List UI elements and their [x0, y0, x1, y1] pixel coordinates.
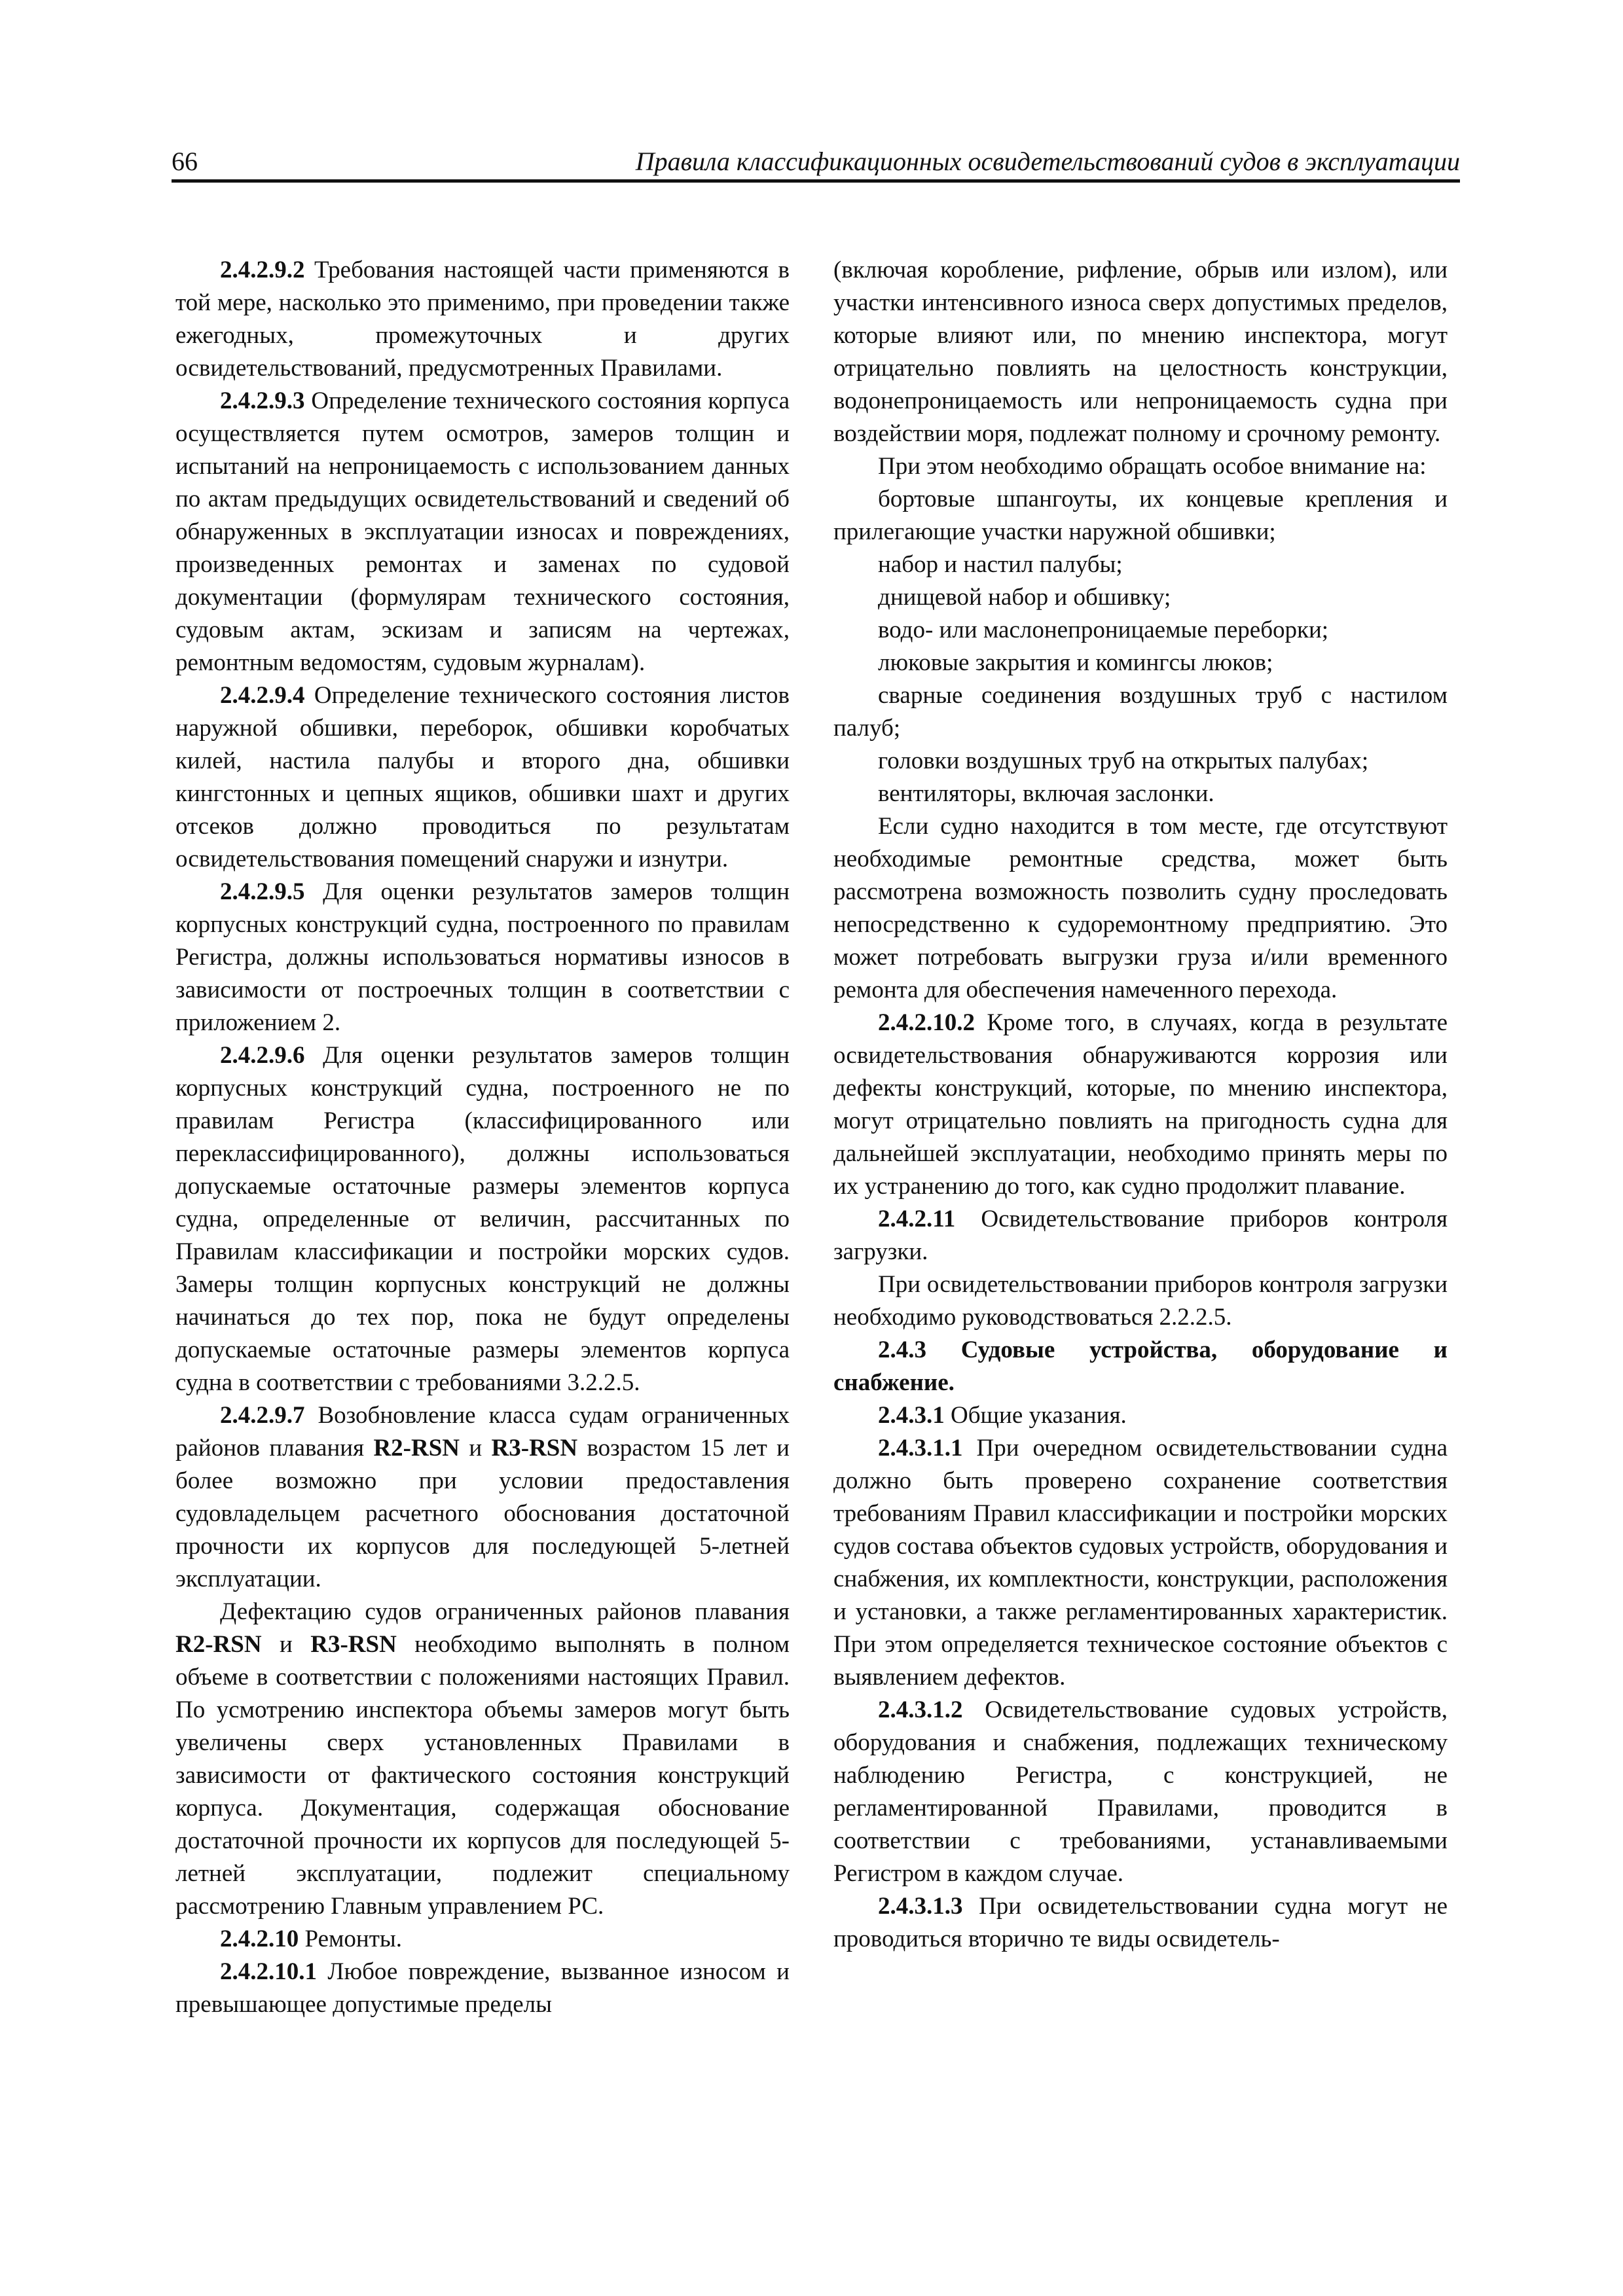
- paragraph-text: Для оценки результатов замеров толщин корпусных конструкций судна, построенного по правилам Регистра, должны использоваться нормативы износов в зависимости от построечных толщин в соответствии с приложением 2.: [175, 878, 790, 1036]
- paragraph-text: набор и настил палубы;: [878, 551, 1123, 578]
- paragraph-2-4-2-9-3: [175, 385, 790, 679]
- paragraph-text: возрастом 15 лет и более возможно при условии предоставления судовладельцем расчетного обоснования достаточной прочности их корпусов для последующей 5-летней эксплуатации.: [175, 1435, 790, 1592]
- clause-number: 2.4.2.9.3: [220, 387, 305, 414]
- clause-number: 2.4.2.10: [220, 1926, 299, 1952]
- paragraph-2-4-2-9-7: [175, 1399, 790, 1596]
- clause-number: 2.4.2.10.1: [220, 1958, 317, 1985]
- header-rule: [172, 179, 1460, 183]
- paragraph-defect-detection: [175, 1596, 790, 1923]
- paragraph-repair-facilities: [833, 810, 1448, 1007]
- paragraph-text: Если судно находится в том месте, где отсутствуют необходимые ремонтные средства, может быть рассмотрена возможность позволить судну проследовать непосредственно к судоремонтному предприятию. Это может потребовать выгрузки груза и/или временного ремонта для обеспечения намеченного перехода.: [833, 813, 1448, 1003]
- clause-number: 2.4.2.11: [878, 1206, 956, 1232]
- paragraph-text: При этом необходимо обращать особое внимание на:: [878, 453, 1427, 480]
- paragraph-text: При освидетельствовании приборов контроля загрузки необходимо руководствоваться 2.2.2.5.: [833, 1271, 1448, 1331]
- paragraph-text: Ремонты.: [299, 1926, 403, 1952]
- paragraph-text: вентиляторы, включая заслонки.: [878, 780, 1214, 807]
- list-item: [833, 614, 1448, 647]
- paragraph-text: сварные соединения воздушных труб с настилом палуб;: [833, 682, 1448, 742]
- clause-number: 2.4.2.9.2: [220, 257, 305, 283]
- list-item: [833, 679, 1448, 745]
- clause-number: 2.4.2.9.5: [220, 878, 305, 905]
- clause-number: 2.4.3.1.3: [878, 1893, 963, 1920]
- paragraph-2-4-2-9-2: [175, 254, 790, 385]
- paragraph-text: бортовые шпангоуты, их концевые крепления и прилегающие участки наружной обшивки;: [833, 486, 1448, 545]
- paragraph-text: При очередном освидетельствовании судна должно быть проверено сохранение соответствия требованиям Правил классификации и постройки морских судов состава объектов судовых устройств, оборудования и снабжения, их комплектности, конструкции, расположения и установки, а также регламентированных характеристик. При этом определяется техническое состояние объектов с выявлением дефектов.: [833, 1435, 1448, 1691]
- paragraph-text: водо- или маслонепроницаемые переборки;: [878, 617, 1329, 643]
- paragraph-2-4-2-9-4: [175, 679, 790, 876]
- area-code-r3: R3-RSN: [310, 1631, 397, 1658]
- clause-number: 2.4.2.9.6: [220, 1042, 305, 1069]
- clause-number: 2.4.2.10.2: [878, 1009, 975, 1036]
- page-header: [172, 145, 1460, 178]
- paragraph-text: необходимо выполнять в полном объеме в соответствии с положениями настоящих Правил. По усмотрению инспектора объемы замеров могут быть увеличены сверх установленных Правилами в зависимости от фактического состояния конструкций корпуса. Документация, содержащая обоснование достаточной прочности их корпусов для последующей 5-летней эксплуатации, подлежит специальному рассмотрению Главным управлением РС.: [175, 1631, 790, 1920]
- paragraph-text: При освидетельствовании судна могут не проводиться вторично те виды освидетель-: [833, 1893, 1448, 1952]
- right-column: [833, 254, 1448, 1956]
- list-item: [833, 483, 1448, 548]
- page-number: 66: [172, 147, 198, 176]
- area-code-r3: R3-RSN: [491, 1435, 578, 1462]
- paragraph-text: и: [261, 1631, 311, 1658]
- paragraph-text: Определение технического состояния корпуса осуществляется путем осмотров, замеров толщин и испытаний на непроницаемость с использованием данных по актам предыдущих освидетельствований и сведений об обнаруженных в эксплуатации износах и повреждениях, произведенных ремонтах и заменах по судовой документации (формулярам технического состояния, судовым актам, эскизам и записям на чертежах, ремонтным ведомостям, судовым журналам).: [175, 387, 790, 676]
- area-code-r2: R2-RSN: [373, 1435, 460, 1462]
- clause-number: 2.4.2.9.4: [220, 682, 305, 709]
- area-code-r2: R2-RSN: [175, 1631, 262, 1658]
- paragraph-text: Определение технического состояния листов наружной обшивки, переборок, обшивки коробчатых килей, настила палубы и второго дна, обшивки кингстонных и цепных ящиков, обшивки шахт и других отсеков должно проводиться по результатам освидетельствования помещений снаружи и изнутри.: [175, 682, 790, 872]
- paragraph-text: Возобновление класса судам ограниченных районов плавания: [175, 1402, 790, 1462]
- paragraph-text: Любое повреждение, вызванное износом и превышающее допустимые пределы: [175, 1958, 790, 2018]
- clause-number: 2.4.3.1: [878, 1402, 945, 1429]
- paragraph-text: и: [460, 1435, 492, 1462]
- paragraph-text: Требования настоящей части применяются в той мере, насколько это применимо, при проведении также ежегодных, промежуточных и других освидетельствований, предусмотренных Правилами.: [175, 257, 790, 382]
- paragraph-2-4-2-9-6: [175, 1039, 790, 1399]
- paragraph-2-4-3-1-1: [833, 1432, 1448, 1694]
- paragraph-text: Освидетельствование судовых устройств, оборудования и снабжения, подлежащих техническому наблюдению Регистра, с конструкцией, не регламентированной Правилами, проводится в соответствии с требованиями, устанавливаемыми Регистром в каждом случае.: [833, 1696, 1448, 1887]
- list-item: [833, 581, 1448, 614]
- paragraph-2-4-2-11: [833, 1203, 1448, 1268]
- paragraph-text: днищевой набор и обшивку;: [878, 584, 1171, 611]
- paragraph-2-4-3-1: [833, 1399, 1448, 1432]
- paragraph-2-4-2-10-1: [175, 1956, 790, 2021]
- paragraph-attention-intro: [833, 450, 1448, 483]
- list-item: [833, 647, 1448, 679]
- paragraph-2-4-2-10-2: [833, 1007, 1448, 1203]
- paragraph-text: Дефектацию судов ограниченных районов плавания: [220, 1598, 790, 1625]
- running-title: Правила классификационных освидетельствований судов в эксплуатации: [635, 147, 1460, 176]
- list-item: [833, 745, 1448, 778]
- list-item: [833, 548, 1448, 581]
- paragraph-text: люковые закрытия и комингсы люков;: [878, 649, 1273, 676]
- clause-number: 2.4.3.1.1: [878, 1435, 963, 1462]
- paragraph-text: Освидетельствование приборов контроля загрузки.: [833, 1206, 1448, 1265]
- paragraph-text: (включая коробление, рифление, обрыв или излом), или участки интенсивного износа сверх допустимых пределов, которые влияют или, по мнению инспектора, могут отрицательно повлиять на целостность конструкции, водонепроницаемость или непроницаемость судна при воздействии моря, подлежат полному и срочному ремонту.: [833, 257, 1448, 447]
- paragraph-text: Общие указания.: [944, 1402, 1127, 1429]
- section-heading-2-4-3: [833, 1334, 1448, 1399]
- paragraph-text: Для оценки результатов замеров толщин корпусных конструкций судна, построенного не по правилам Регистра (классифицированного или переклассифицированного), должны использоваться допускаемые остаточные размеры элементов корпуса судна, определенные от величин, рассчитанных по Правилам классификации и постройки морских судов. Замеры толщин корпусных конструкций не должны начинаться до тех пор, пока не будут определены допускаемые остаточные размеры элементов корпуса судна в соответствии с требованиями 3.2.2.5.: [175, 1042, 790, 1396]
- heading-text: 2.4.3 Судовые устройства, оборудование и снабжение.: [833, 1336, 1448, 1396]
- paragraph-2-4-3-1-3: [833, 1890, 1448, 1956]
- clause-number: 2.4.2.9.7: [220, 1402, 305, 1429]
- list-item: [833, 778, 1448, 810]
- clause-number: 2.4.3.1.2: [878, 1696, 963, 1723]
- paragraph-text: головки воздушных труб на открытых палубах;: [878, 747, 1369, 774]
- paragraph-text: Кроме того, в случаях, когда в результате освидетельствования обнаруживаются коррозия или дефекты конструкций, которые, по мнению инспектора, могут отрицательно повлиять на пригодность судна для дальнейшей эксплуатации, необходимо принять меры по их устранению до того, как судно продолжит плавание.: [833, 1009, 1448, 1200]
- paragraph-2-4-2-10: [175, 1923, 790, 1956]
- left-column: [175, 254, 790, 2021]
- paragraph-2-4-3-1-2: [833, 1694, 1448, 1890]
- paragraph-2-4-2-9-5: [175, 876, 790, 1039]
- paragraph-loading-instruments: [833, 1268, 1448, 1334]
- paragraph-continuation: [833, 254, 1448, 450]
